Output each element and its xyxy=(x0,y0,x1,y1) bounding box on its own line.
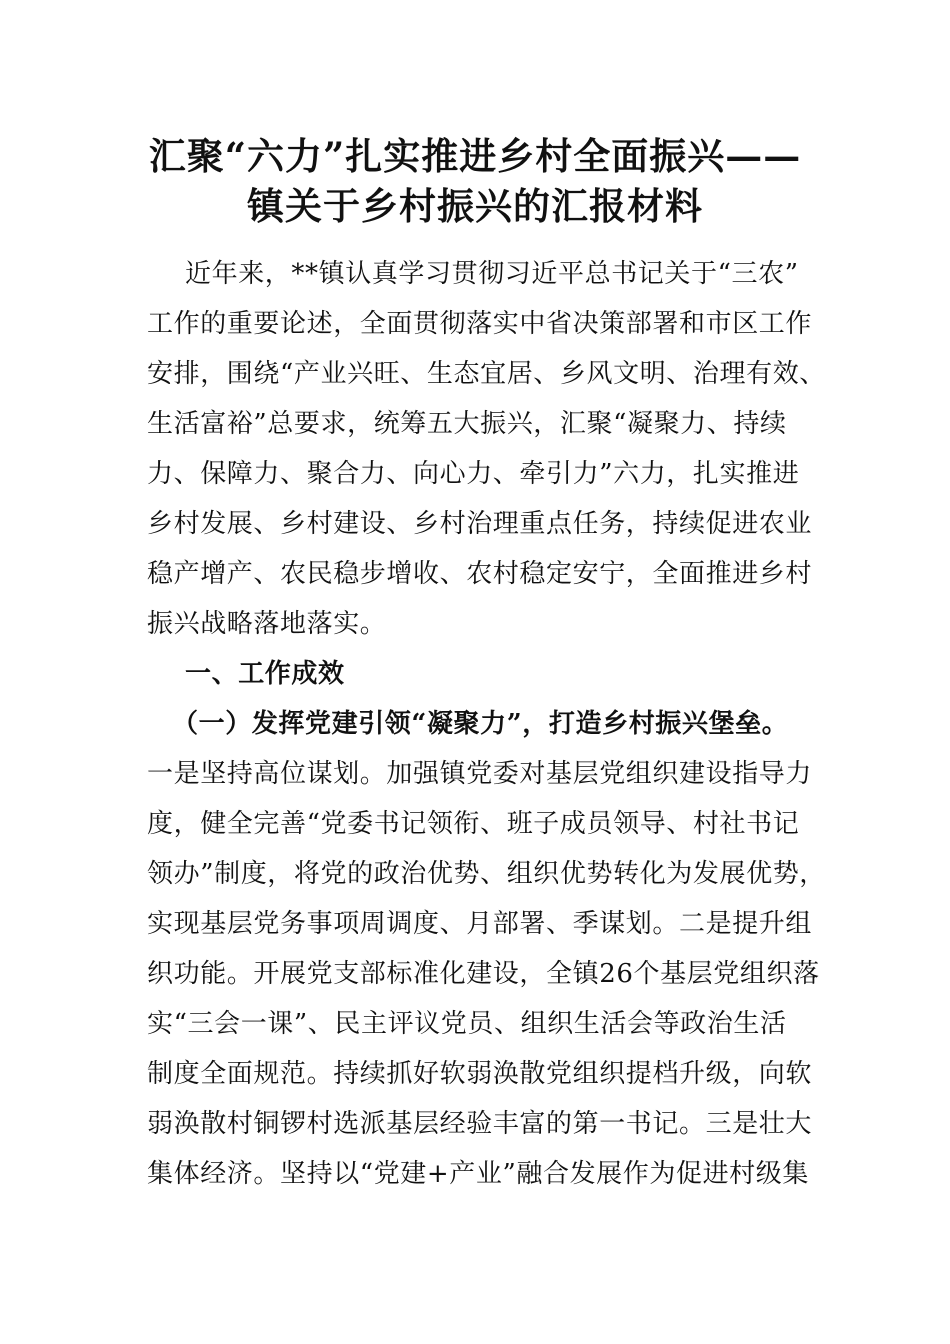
section-heading: 一、工作成效 xyxy=(185,659,345,689)
intro-line: 近年来，**镇认真学习贯彻习近平总书记关于“三农” xyxy=(185,259,799,289)
body-line: 度，健全完善“党委书记领衔、班子成员领导、村社书记 xyxy=(147,809,800,839)
body-line: 实“三会一课”、民主评议党员、组织生活会等政治生活 xyxy=(147,1009,787,1039)
intro-line: 安排，围绕“产业兴旺、生态宜居、乡风文明、治理有效、 xyxy=(147,359,826,389)
body-line: 弱涣散村铜锣村选派基层经验丰富的第一书记。三是壮大 xyxy=(147,1109,813,1139)
intro-line: 稳产增产、农民稳步增收、农村稳定安宁，全面推进乡村 xyxy=(147,559,813,589)
body-line: 集体经济。坚持以“党建+产业”融合发展作为促进村级集 xyxy=(147,1159,809,1189)
intro-line: 振兴战略落地落实。 xyxy=(147,609,387,639)
intro-line: 力、保障力、聚合力、向心力、牵引力”六力，扎实推进 xyxy=(147,459,800,489)
intro-line: 乡村发展、乡村建设、乡村治理重点任务，持续促进农业 xyxy=(147,509,813,539)
body-line: 实现基层党务事项周调度、月部署、季谋划。二是提升组 xyxy=(147,909,813,939)
body-line: 制度全面规范。持续抓好软弱涣散党组织提档升级，向软 xyxy=(147,1059,813,1089)
body-line: 一是坚持高位谋划。加强镇党委对基层党组织建设指导力 xyxy=(147,759,813,789)
intro-line: 工作的重要论述，全面贯彻落实中省决策部署和市区工作 xyxy=(147,309,813,339)
body-line: 织功能。开展党支部标准化建设，全镇26个基层党组织落 xyxy=(147,959,820,989)
intro-line: 生活富裕”总要求，统筹五大振兴，汇聚“凝聚力、持续 xyxy=(147,409,787,439)
subsection-heading: （一）发挥党建引领“凝聚力”，打造乡村振兴堡垒。 xyxy=(172,709,789,739)
body-line: 领办”制度，将党的政治优势、组织优势转化为发展优势， xyxy=(147,859,826,889)
document-title-line-1: 汇聚“六力”扎实推进乡村全面振兴—— xyxy=(148,134,802,178)
document-title-line-2: 镇关于乡村振兴的汇报材料 xyxy=(247,184,703,228)
